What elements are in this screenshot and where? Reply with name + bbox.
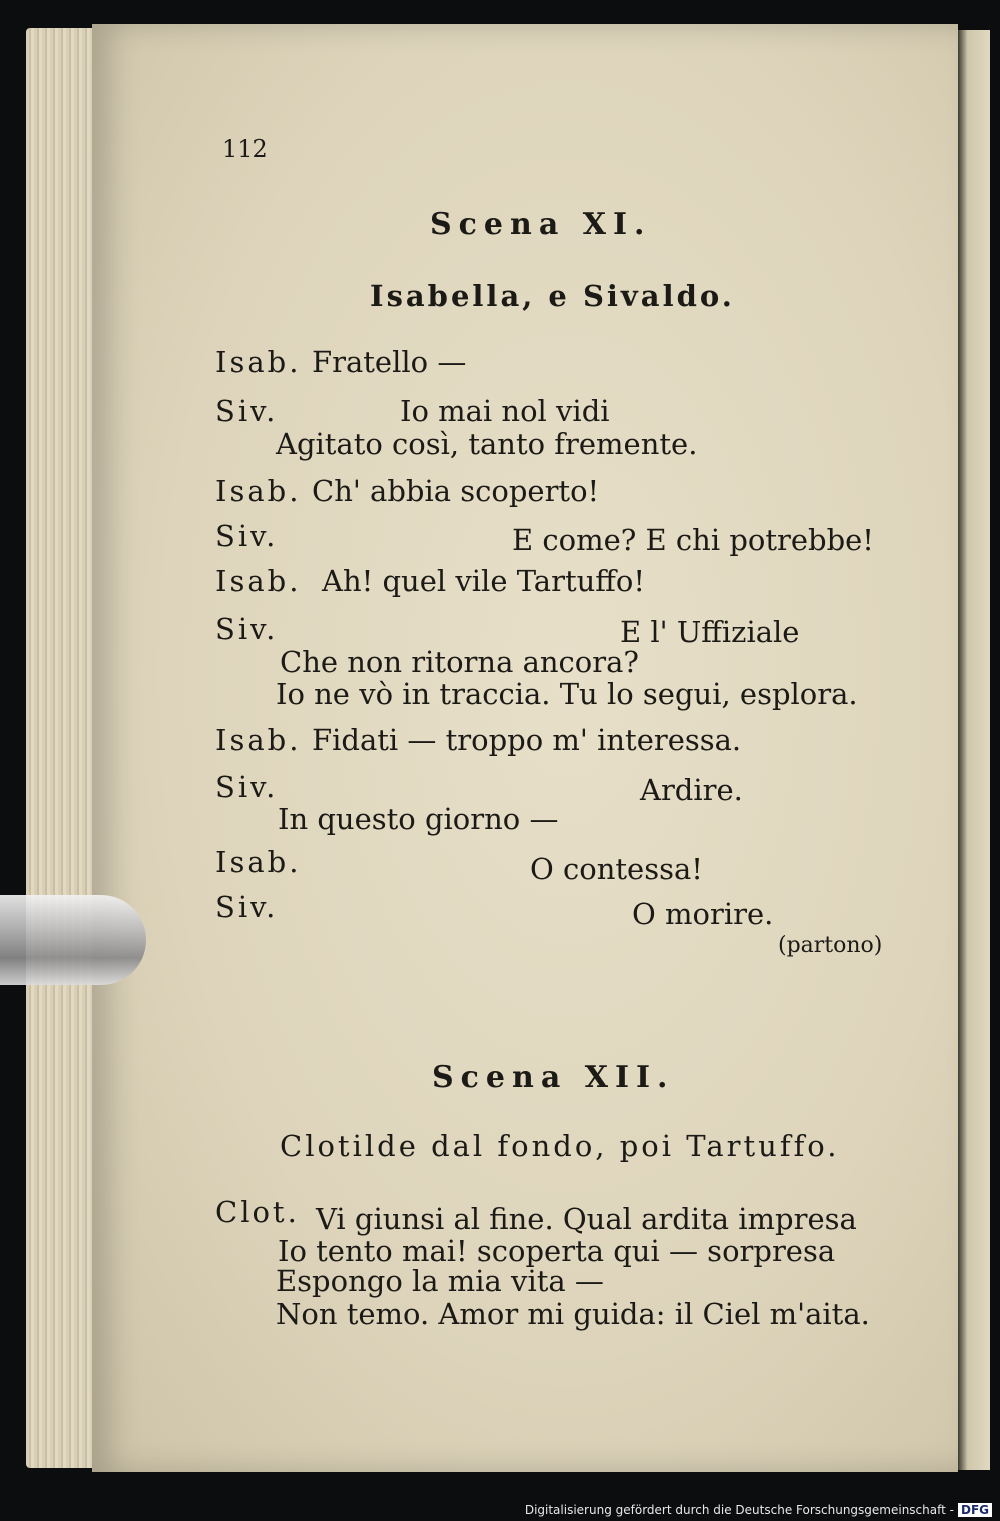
dialogue-line: Ch' abbia scoperto! xyxy=(312,474,600,508)
scene-12-characters: Clotilde dal fondo, poi Tartuffo. xyxy=(280,1129,840,1163)
dialogue-line: Io ne vò in traccia. Tu lo segui, esplora. xyxy=(276,677,858,711)
speaker-label: Siv. xyxy=(215,770,279,804)
speaker-label: Isab. xyxy=(215,845,302,879)
dialogue-line: Non temo. Amor mi guida: il Ciel m'aita. xyxy=(276,1297,870,1331)
dialogue-line: E come? E chi potrebbe! xyxy=(512,523,874,557)
footer xyxy=(525,1503,992,1517)
dialogue-line: Che non ritorna ancora? xyxy=(280,645,639,679)
dialogue-line: Io mai nol vidi xyxy=(400,394,610,428)
speaker-label: Isab. xyxy=(215,345,302,379)
page-number: 112 xyxy=(222,135,268,163)
dialogue-line: In questo giorno — xyxy=(278,802,559,836)
scene-11-characters: Isabella, e Sivaldo. xyxy=(370,279,735,313)
dialogue-line: O contessa! xyxy=(530,852,703,886)
footer-text: Digitalisierung gefördert durch die Deutsche Forschungsgemeinschaft - xyxy=(524,1503,954,1517)
dialogue-line: Fratello — xyxy=(312,345,467,379)
speaker-label: Clot. xyxy=(215,1195,300,1229)
dialogue-line: Fidati — troppo m' interessa. xyxy=(312,723,742,757)
speaker-label: Isab. xyxy=(215,564,302,598)
dialogue-line: Ardire. xyxy=(640,773,743,807)
dfg-logo: DFG xyxy=(958,1503,992,1517)
dialogue-line: Espongo la mia vita — xyxy=(276,1264,604,1298)
dialogue-line: Ah! quel vile Tartuffo! xyxy=(322,564,645,598)
dialogue-line: Io tento mai! scoperta qui — sorpresa xyxy=(278,1234,836,1268)
dialogue-line: O morire. xyxy=(632,897,774,931)
scene-12-title: Scena XII. xyxy=(432,1060,675,1095)
speaker-label: Siv. xyxy=(215,519,279,553)
facing-page-edge xyxy=(958,30,990,1470)
book-page-edges xyxy=(26,28,96,1468)
page-clip xyxy=(0,895,146,985)
speaker-label: Isab. xyxy=(215,474,302,508)
speaker-label: Siv. xyxy=(215,612,279,646)
dialogue-line: Vi giunsi al fine. Qual ardita impresa xyxy=(316,1202,857,1236)
scene-11-title: Scena XI. xyxy=(430,207,652,242)
speaker-label: Isab. xyxy=(215,723,302,757)
dialogue-line: E l' Uffiziale xyxy=(620,615,800,649)
dialogue-line: Agitato così, tanto fremente. xyxy=(276,427,698,461)
stage-direction: (partono) xyxy=(778,933,883,958)
speaker-label: Siv. xyxy=(215,394,279,428)
speaker-label: Siv. xyxy=(215,890,279,924)
